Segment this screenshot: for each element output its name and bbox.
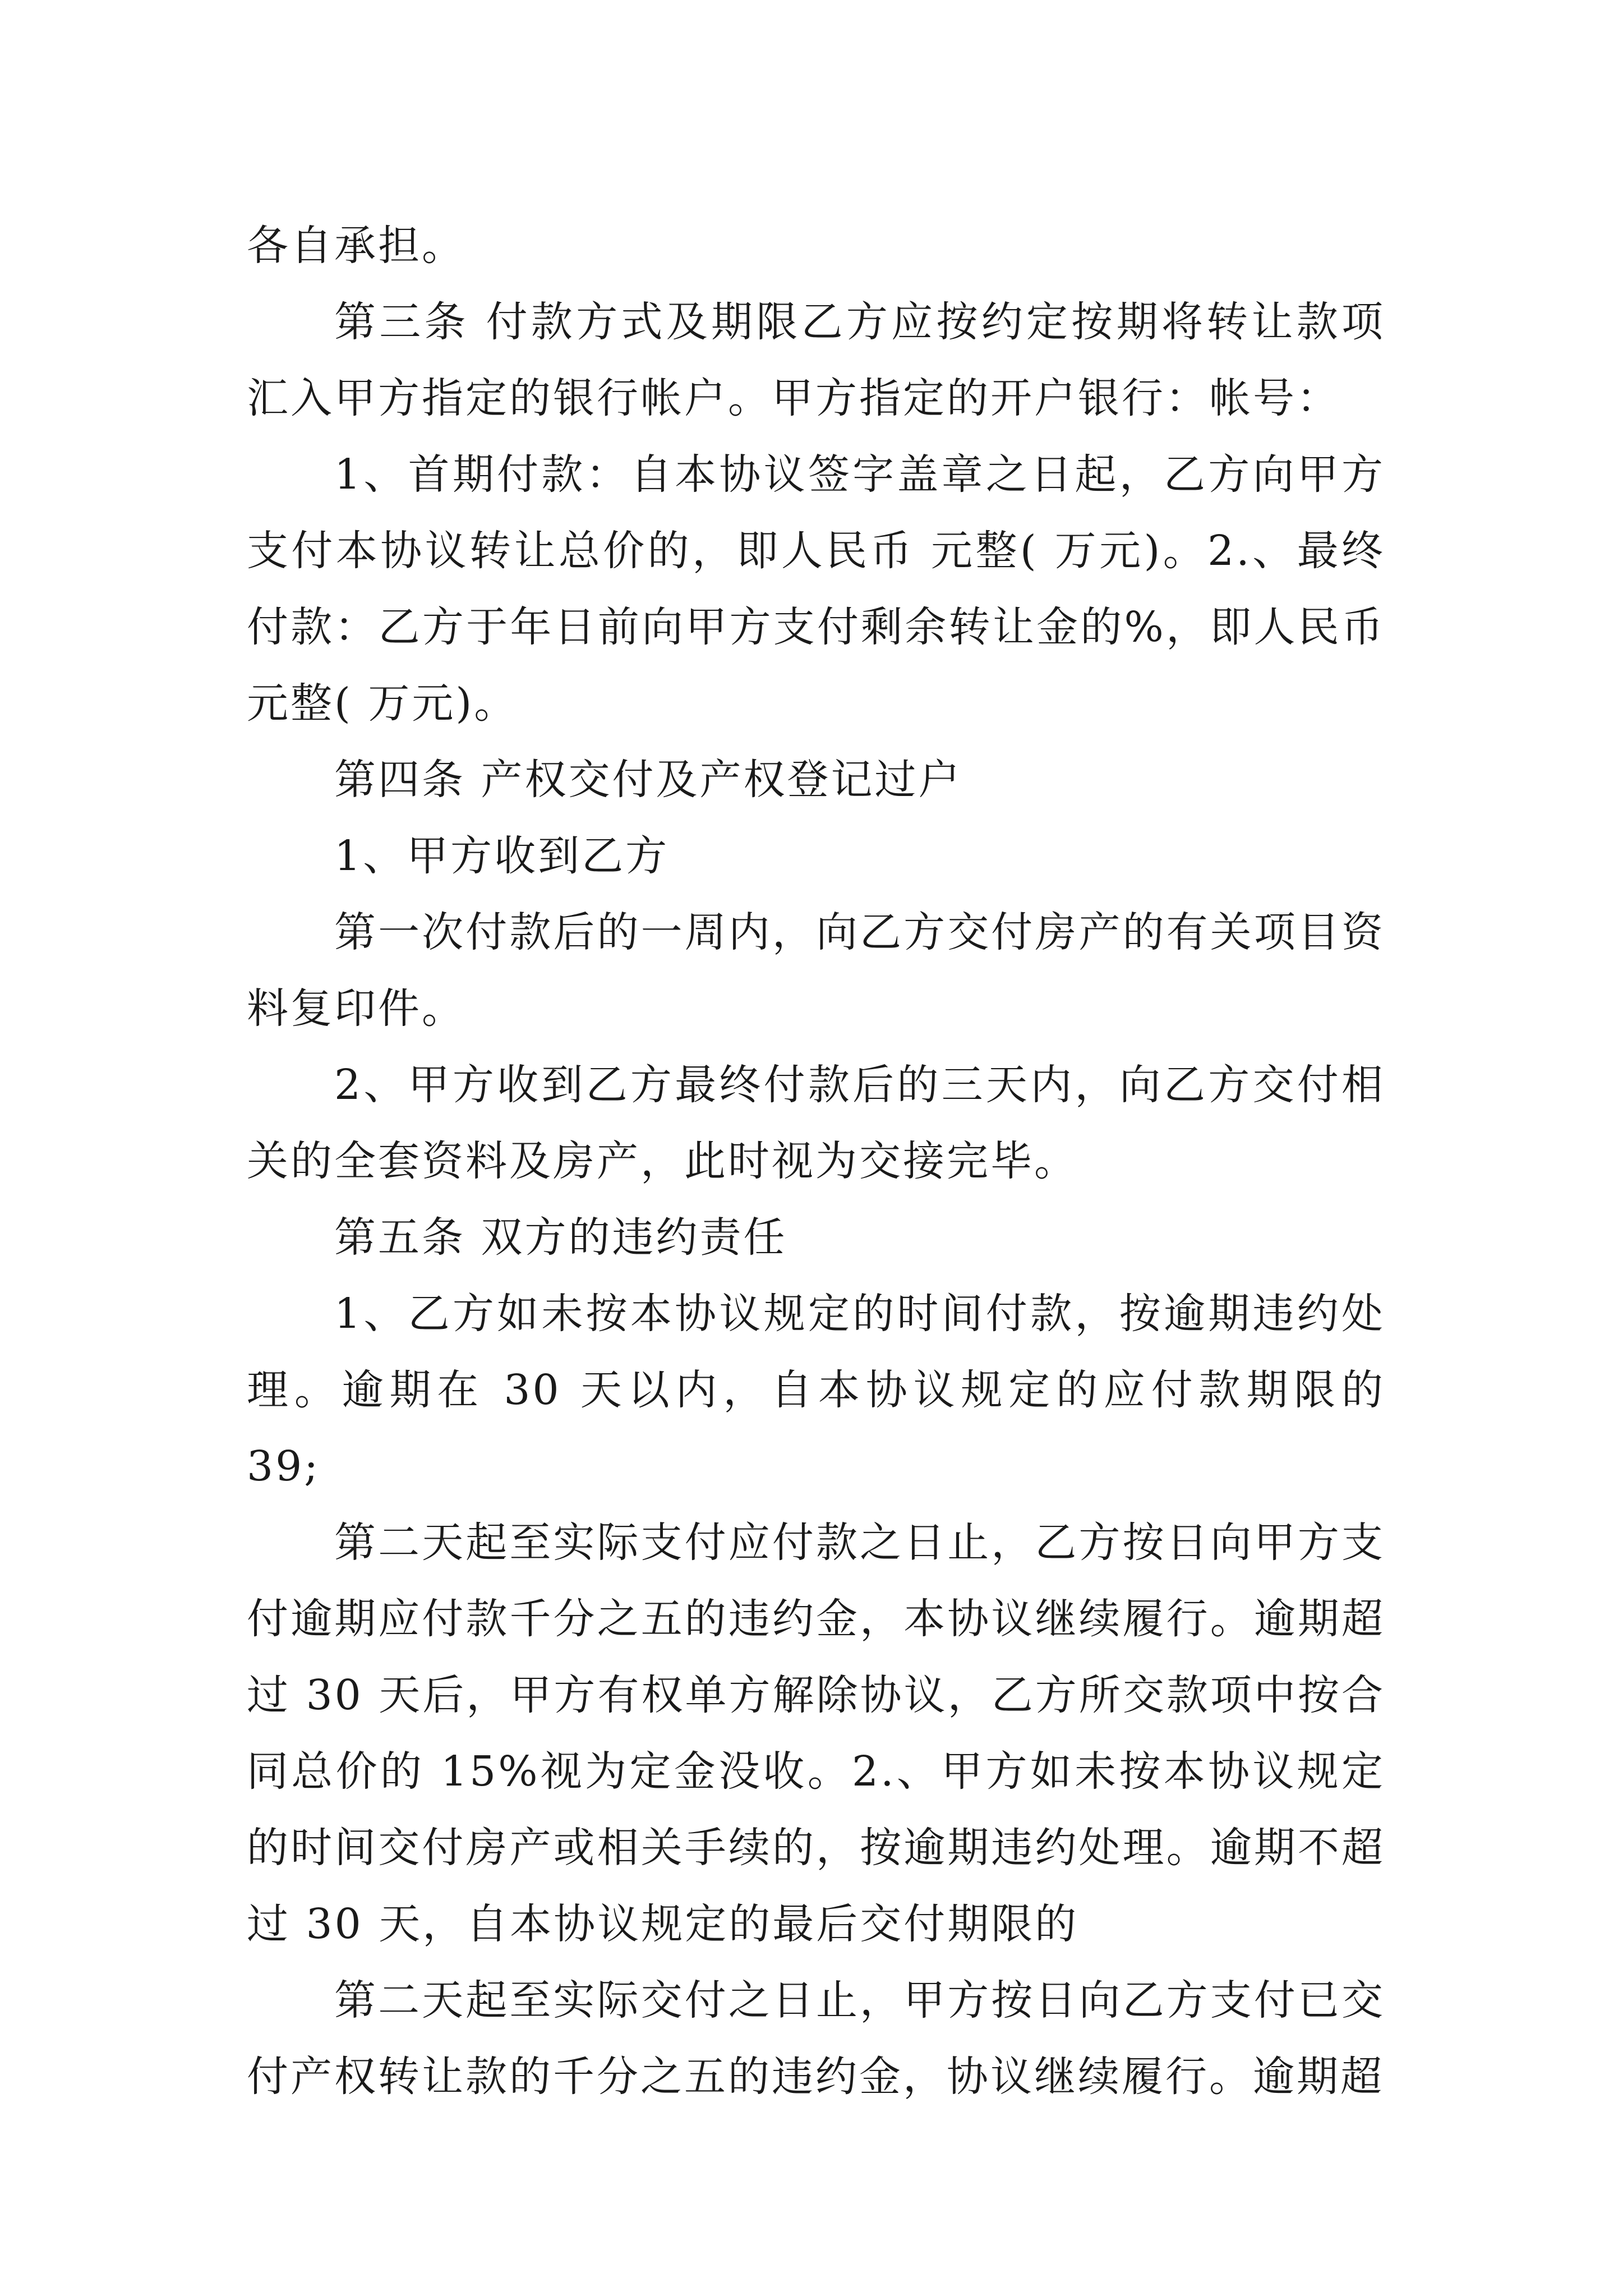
paragraph-first-payment: 第一次付款后的一周内，向乙方交付房产的有关项目资料复印件。 bbox=[247, 908, 1385, 1033]
paragraph-late-payment: 第二天起至实际支付应付款之日止，乙方按日向甲方支付逾期应付款千分之五的违约金，本协议继续履行。逾期超过 30 天后，甲方有权单方解除协议，乙方所交款项中按合同总价的 15%视为定金没收。2.、甲方如未按本协议规定的时间交付房产或相关手续的，按逾期违约处理。逾期不超过 30 天，自本协议规定的最后交付期限的 bbox=[247, 1519, 1385, 1948]
paragraph-article-3: 第三条 付款方式及期限乙方应按约定按期将转让款项汇入甲方指定的银行帐户。甲方指定的开户银行：帐号： bbox=[247, 298, 1385, 422]
paragraph-article-5-heading: 第五条 双方的违约责任 bbox=[334, 1213, 787, 1262]
paragraph-continuation: 各自承担。 bbox=[247, 222, 465, 270]
paragraph-article-4-heading: 第四条 产权交付及产权登记过户 bbox=[334, 756, 962, 804]
paragraph-item-1: 1、甲方收到乙方 bbox=[334, 832, 670, 880]
document-page bbox=[247, 208, 1385, 2115]
paragraph-payment-terms: 1、首期付款：自本协议签字盖章之日起，乙方向甲方支付本协议转让总价的，即人民币 元整( 万元)。2.、最终付款：乙方于年日前向甲方支付剩余转让金的%，即人民币元整( 万元)。 bbox=[247, 450, 1385, 728]
paragraph-buyer-default: 1、乙方如未按本协议规定的时间付款，按逾期违约处理。逾期在 30 天以内，自本协议规定的应付款期限的 39; bbox=[247, 1290, 1385, 1490]
paragraph-item-2: 2、甲方收到乙方最终付款后的三天内，向乙方交付相关的全套资料及房产，此时视为交接完毕。 bbox=[247, 1061, 1385, 1185]
paragraph-late-delivery: 第二天起至实际交付之日止，甲方按日向乙方支付已交付产权转让款的千分之五的违约金，协议继续履行。逾期超 bbox=[247, 1976, 1385, 2101]
